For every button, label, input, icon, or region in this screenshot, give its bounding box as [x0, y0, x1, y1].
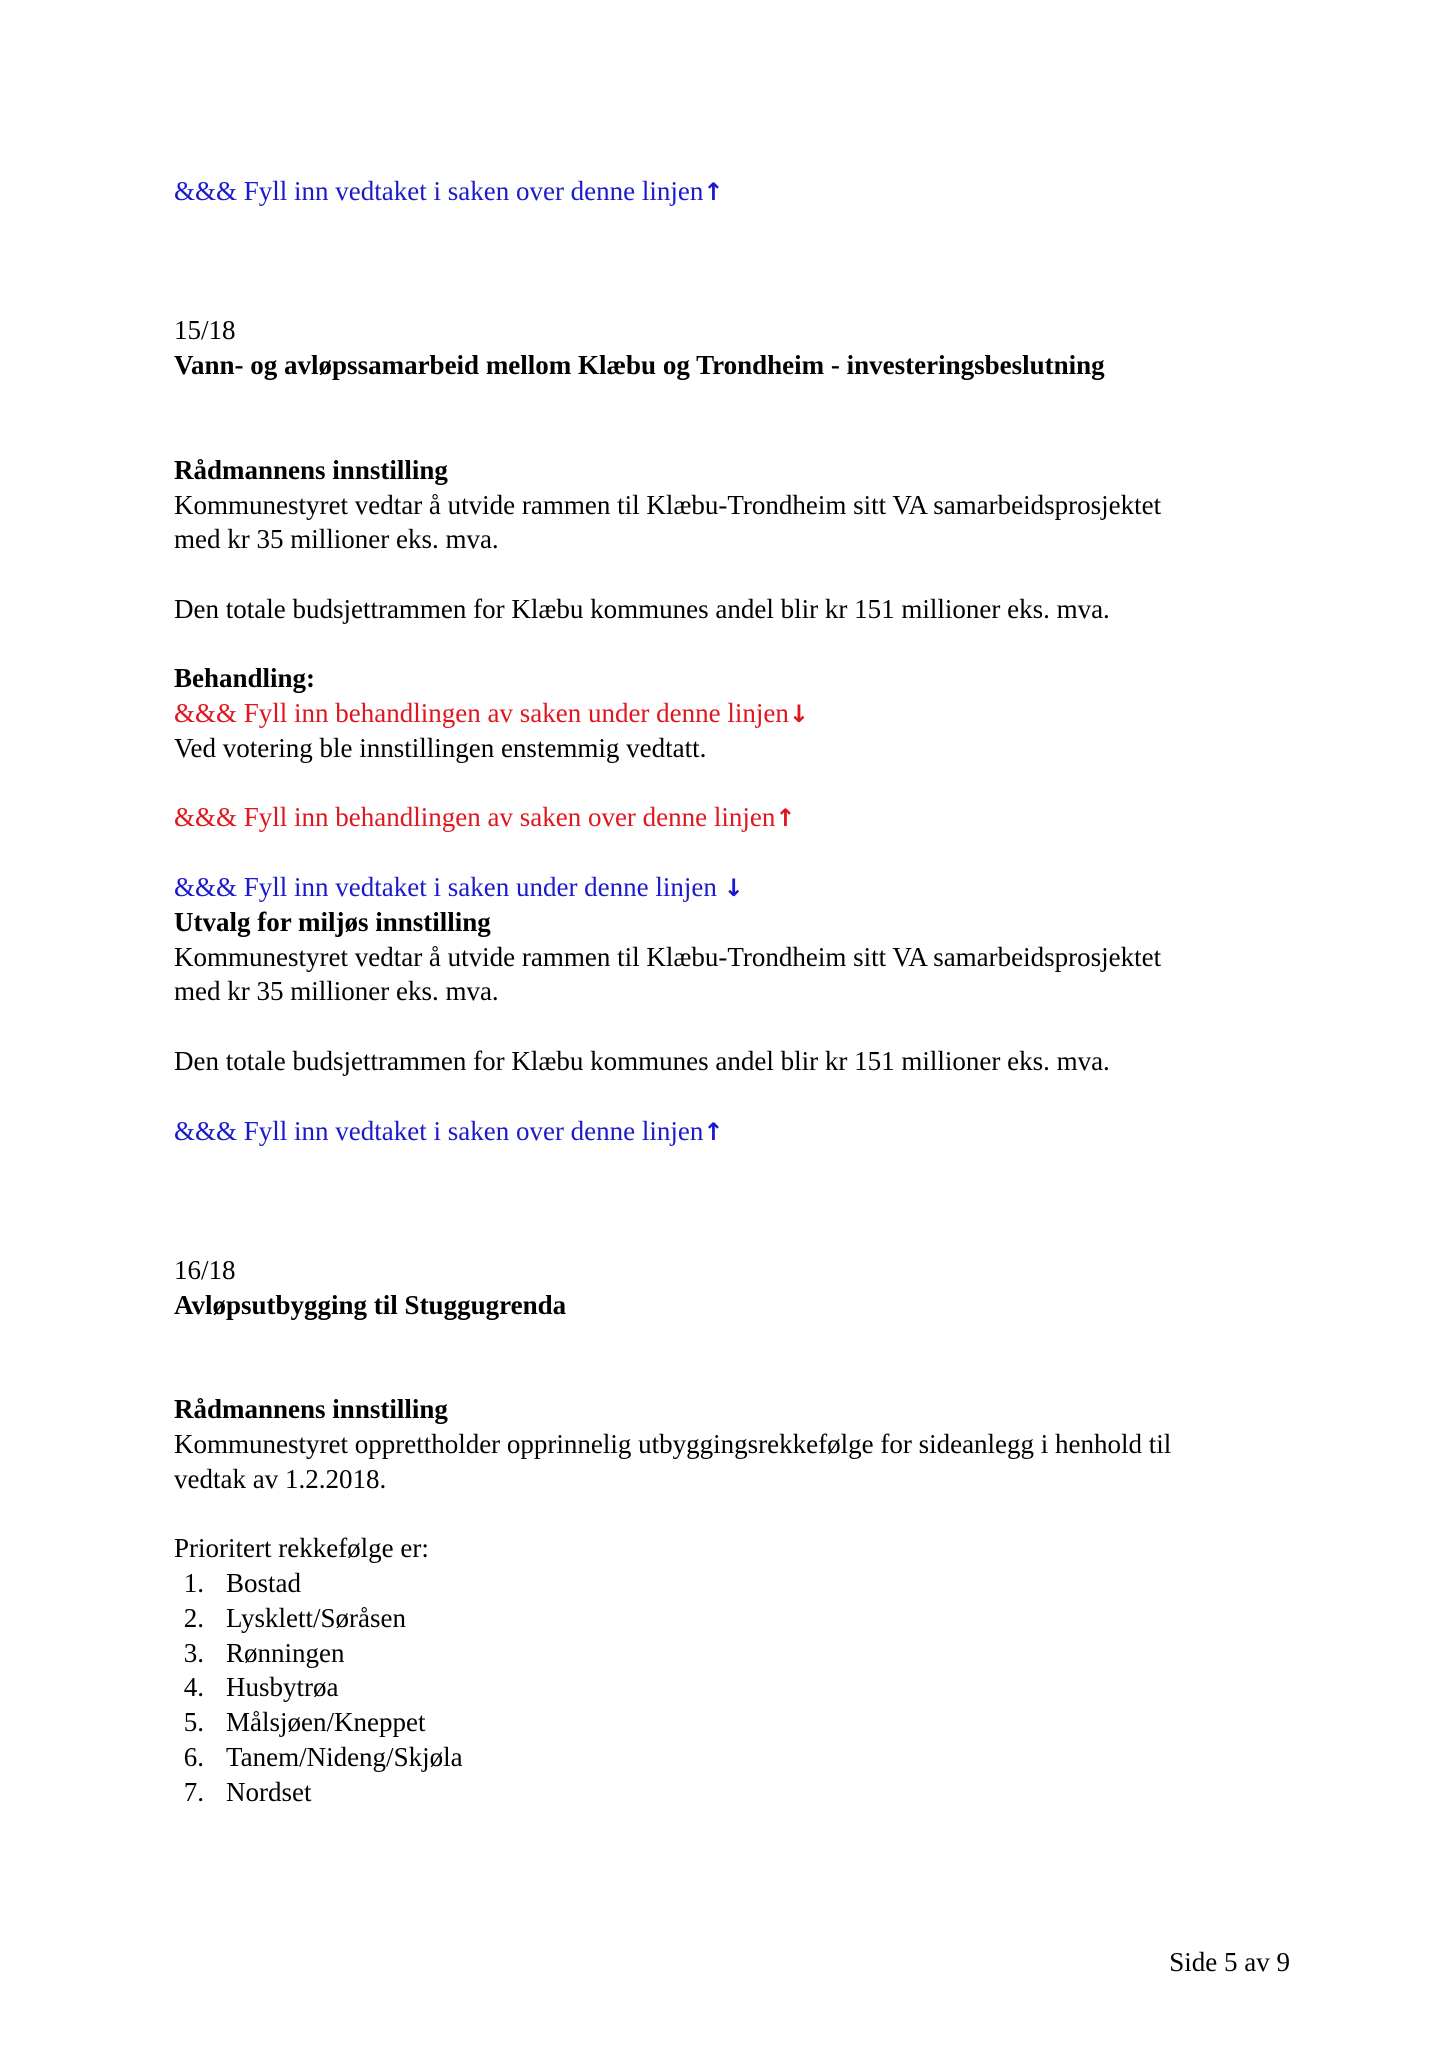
list-item: Nordset [226, 1777, 312, 1807]
committee-text: Kommunestyret vedtar å utvide rammen til Klæbu-Trondheim sitt VA samarbeidsprosjektet [174, 942, 1162, 972]
arrow-up-icon: ↑ [775, 804, 796, 832]
recommendation-text: Kommunestyret opprettholder opprinnelig utbyggingsrekkefølge for sideanlegg i henhold til [174, 1429, 1172, 1459]
list-item: Bostad [226, 1568, 302, 1598]
case-title: Vann- og avløpssamarbeid mellom Klæbu og Trondheim - investeringsbeslutning [174, 350, 1105, 380]
recommendation-heading: Rådmannens innstilling [174, 455, 448, 485]
list-item-number: 6. [183, 1742, 204, 1772]
list-item: Tanem/Nideng/Skjøla [226, 1742, 463, 1772]
recommendation-text: vedtak av 1.2.2018. [174, 1464, 387, 1494]
arrow-down-icon: ↓ [788, 700, 809, 728]
committee-text: med kr 35 millioner eks. mva. [174, 976, 499, 1006]
priority-intro: Prioritert rekkefølge er: [174, 1533, 429, 1563]
arrow-up-icon: ↑ [703, 1118, 724, 1146]
list-item-number: 2. [183, 1603, 204, 1633]
case-title: Avløpsutbygging til Stuggugrenda [174, 1290, 567, 1320]
list-item: Rønningen [226, 1638, 345, 1668]
list-item-number: 7. [183, 1777, 204, 1807]
arrow-up-icon: ↑ [703, 178, 724, 206]
page-number: Side 5 av 9 [1169, 1947, 1290, 1977]
list-item-number: 1. [183, 1568, 204, 1598]
behandling-under-marker: &&& Fyll inn behandlingen av saken under denne linjen↓ [174, 698, 809, 728]
case-number: 15/18 [174, 315, 236, 345]
list-item-number: 3. [183, 1638, 204, 1668]
list-item: Målsjøen/Kneppet [226, 1707, 426, 1737]
recommendation-heading: Rådmannens innstilling [174, 1394, 448, 1424]
vedtak-under-marker: &&& Fyll inn vedtaket i saken under denne linjen ↓ [174, 872, 744, 902]
arrow-down-icon: ↓ [723, 874, 744, 902]
treatment-text: Ved votering ble innstillingen enstemmig vedtatt. [174, 733, 707, 763]
recommendation-text: Den totale budsjettrammen for Klæbu kommunes andel blir kr 151 millioner eks. mva. [174, 594, 1110, 624]
list-item: Lysklett/Søråsen [226, 1603, 406, 1633]
committee-text: Den totale budsjettrammen for Klæbu kommunes andel blir kr 151 millioner eks. mva. [174, 1046, 1110, 1076]
recommendation-text: Kommunestyret vedtar å utvide rammen til Klæbu-Trondheim sitt VA samarbeidsprosjektet [174, 490, 1162, 520]
behandling-over-marker: &&& Fyll inn behandlingen av saken over denne linjen↑ [174, 802, 796, 832]
committee-heading: Utvalg for miljøs innstilling [174, 907, 491, 937]
list-item: Husbytrøa [226, 1672, 339, 1702]
vedtak-over-marker: &&& Fyll inn vedtaket i saken over denne linjen↑ [174, 176, 724, 206]
list-item-number: 5. [183, 1707, 204, 1737]
vedtak-over-marker: &&& Fyll inn vedtaket i saken over denne linjen↑ [174, 1116, 724, 1146]
recommendation-text: med kr 35 millioner eks. mva. [174, 524, 499, 554]
list-item-number: 4. [183, 1672, 204, 1702]
treatment-heading: Behandling: [174, 663, 316, 693]
case-number: 16/18 [174, 1255, 236, 1285]
